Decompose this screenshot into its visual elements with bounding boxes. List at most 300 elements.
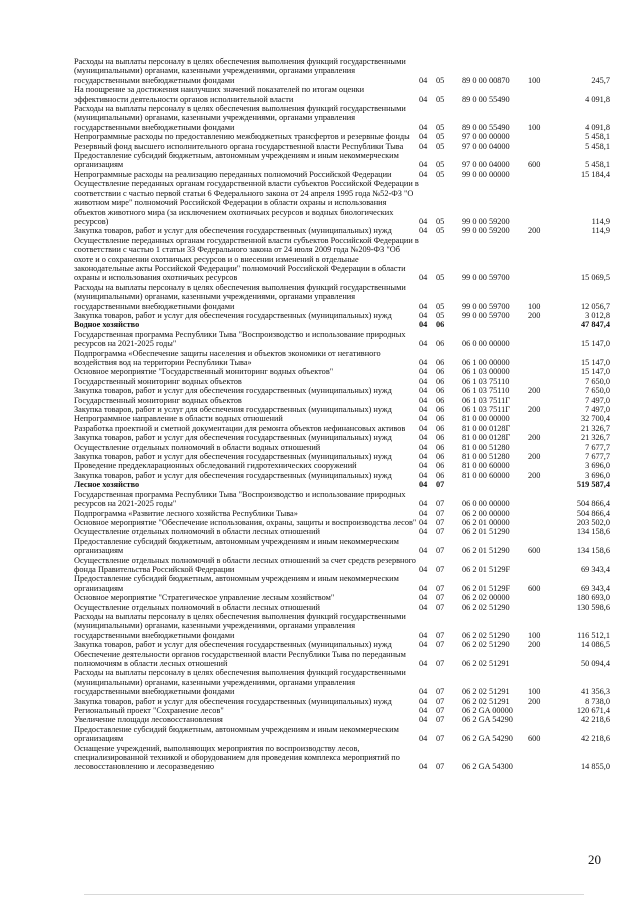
row-expense-type xyxy=(528,236,566,283)
row-amount: 116 512,1 xyxy=(577,630,610,640)
row-section: 04 xyxy=(419,546,428,556)
row-name: Лесное хозяйство xyxy=(74,480,140,490)
row-name: Государственный мониторинг водных объектов xyxy=(74,376,242,386)
row-amount: 180 693,0 xyxy=(576,593,610,603)
row-amount: 7 677,7 xyxy=(585,452,610,462)
budget-table-body xyxy=(74,57,610,772)
row-name: Осуществление отдельных полномочий в области лесных отношений xyxy=(74,527,320,537)
row-section: 04 xyxy=(419,687,428,697)
row-name: Подпрограмма «Развитие лесного хозяйства Республики Тыва» xyxy=(74,508,298,518)
row-subsection: 07 xyxy=(436,602,445,612)
row-amount: 15 147,0 xyxy=(580,367,610,377)
row-target-article: 06 2 01 5129F xyxy=(462,564,511,574)
row-name: Закупка товаров, работ и услуг для обеспечения государственных (муниципальных) нужд xyxy=(74,452,392,462)
row-section: 04 xyxy=(419,122,428,132)
row-subsection: 07 xyxy=(436,527,445,537)
row-section: 04 xyxy=(419,527,428,537)
row-section: 04 xyxy=(419,461,428,471)
row-amount: 15 147,0 xyxy=(580,339,610,349)
row-amount: 519 587,4 xyxy=(576,480,610,490)
row-name: Закупка товаров, работ и услуг для обеспечения государственных (муниципальных) нужд xyxy=(74,696,392,706)
row-name: Осуществление отдельных полномочий в области водных отношений xyxy=(74,442,321,452)
table-row xyxy=(74,706,610,715)
row-name: Разработка проектной и сметной документации для ремонта объектов нефинансовых активов xyxy=(74,423,406,433)
row-expense-type: 200 xyxy=(528,452,541,462)
row-section: 04 xyxy=(419,358,428,367)
row-amount: 50 094,4 xyxy=(580,659,610,668)
row-section: 04 xyxy=(419,339,428,349)
row-name: Предоставление субсидий бюджетным, автономным учреждениям и иным некоммерческим организациям xyxy=(74,724,399,744)
row-expense-type xyxy=(528,593,566,602)
row-name: Предоставление субсидий бюджетным, автономным учреждениям и иным некоммерческим организациям xyxy=(74,574,399,593)
row-subsection: 06 xyxy=(436,470,445,480)
table-row xyxy=(74,518,610,527)
scan-edge-line xyxy=(84,894,584,895)
row-subsection: 06 xyxy=(436,386,445,396)
row-amount: 42 218,6 xyxy=(580,715,610,725)
row-expense-type xyxy=(528,509,566,518)
row-target-article: 89 0 00 55490 xyxy=(462,122,510,132)
row-expense-type xyxy=(528,367,566,376)
row-amount: 3 696,0 xyxy=(585,461,610,471)
table-row xyxy=(74,612,610,640)
row-name: Государственный мониторинг водных объектов xyxy=(74,395,242,405)
row-name: Расходы на выплаты персоналу в целях обеспечения выполнения функций государственными (муниципальными) органами, казенными учреждениями, органами управления государственными внебюджетными фондами xyxy=(74,57,406,85)
row-subsection: 07 xyxy=(436,734,445,744)
table-row xyxy=(74,349,610,368)
row-expense-type xyxy=(528,85,566,104)
page-number: 20 xyxy=(588,852,601,867)
row-target-article: 06 2 GA 54290 xyxy=(462,715,513,725)
row-expense-type xyxy=(528,461,566,470)
row-subsection: 06 xyxy=(436,461,445,471)
row-expense-type xyxy=(528,142,566,151)
table-row xyxy=(74,574,610,593)
row-section: 04 xyxy=(419,630,428,640)
row-expense-type xyxy=(528,320,566,329)
row-target-article: 99 0 00 59200 xyxy=(462,216,510,226)
row-section: 04 xyxy=(419,442,428,452)
row-amount: 15 069,5 xyxy=(580,273,610,283)
row-name: Закупка товаров, работ и услуг для обеспечения государственных (муниципальных) нужд xyxy=(74,640,392,650)
row-amount: 114,9 xyxy=(591,226,610,236)
row-subsection: 07 xyxy=(436,706,445,716)
row-name: Осуществление переданных органам государственной власти субъектов Российской Федерации в соответствии с частью 1 статьи 33 Федерального закона от 24 июля 2009 года №209-ФЗ "Об охоте и о сохранении охотничьих ресурсов и о внесении изменений в отдельные законодательные акты Российской Федерации" полномочий Российской Федерации в области охраны и использования охотничьих ресурсов xyxy=(74,235,419,283)
row-expense-type xyxy=(528,480,566,489)
row-target-article: 06 2 01 51290 xyxy=(462,527,510,537)
row-name: Расходы на выплаты персоналу в целях обеспечения выполнения функций государственными (муниципальными) органами, казенными учреждениями, органами управления государственными внебюджетными фондами xyxy=(74,611,406,640)
row-section: 04 xyxy=(419,706,428,716)
table-row xyxy=(74,725,610,744)
row-section: 04 xyxy=(419,310,428,320)
table-row xyxy=(74,104,610,132)
row-name: Оснащение учреждений, выполняющих мероприятия по воспроизводству лесов, специализированной техникой и оборудованием для проведения комплекса мероприятий по лесовосстановлению и лесоразведению xyxy=(74,743,400,772)
row-name: Увеличение площади лесовосстановления xyxy=(74,715,223,725)
row-target-article: 97 0 00 00000 xyxy=(462,132,510,142)
row-target-article: 06 2 02 51290 xyxy=(462,602,510,612)
table-row xyxy=(74,236,610,283)
row-expense-type xyxy=(528,527,566,536)
row-name: Непрограммное направление в области водных отношений xyxy=(74,414,283,424)
row-name: Расходы на выплаты персоналу в целях обеспечения выполнения функций государственными (муниципальными) органами, казенными учреждениями, органами управления государственными внебюджетными фондами xyxy=(74,282,406,311)
row-section: 04 xyxy=(419,583,428,593)
table-row xyxy=(74,226,610,235)
row-expense-type: 200 xyxy=(528,696,541,706)
row-target-article: 06 2 01 5129F xyxy=(462,583,511,593)
row-subsection: 05 xyxy=(436,160,445,170)
row-expense-type xyxy=(528,744,566,772)
row-section: 04 xyxy=(419,517,428,527)
row-target-article: 81 0 00 51280 xyxy=(462,442,510,452)
table-row xyxy=(74,593,610,602)
row-expense-type xyxy=(528,556,566,575)
row-target-article: 06 1 03 7511Г xyxy=(462,395,511,405)
row-amount: 14 086,5 xyxy=(580,640,610,650)
row-name: На поощрение за достижения наилучших значений показателей по итогам оценки эффективности деятельности органов исполнительной власти xyxy=(74,85,365,104)
row-name: Подпрограмма «Обеспечение защиты населения и объектов экономики от негативного воздействия вод на территории Республики Тыва» xyxy=(74,348,381,367)
row-name: Осуществление отдельных полномочий в области лесных отношений xyxy=(74,602,320,612)
row-name: Обеспечение деятельности органов государственной власти Республики Тыва по переданным полномочиям в области лесных отношений xyxy=(74,649,406,668)
row-expense-type xyxy=(528,518,566,527)
row-target-article: 06 2 GA 00000 xyxy=(462,706,513,716)
table-row xyxy=(74,461,610,470)
row-name: Основное мероприятие "Государственный мониторинг водных объектов" xyxy=(74,367,334,377)
row-name: Закупка товаров, работ и услуг для обеспечения государственных (муниципальных) нужд xyxy=(74,433,392,443)
row-expense-type xyxy=(528,650,566,669)
row-expense-type: 600 xyxy=(528,734,541,744)
row-expense-type xyxy=(528,330,566,349)
table-row xyxy=(74,377,610,386)
row-target-article: 99 0 00 59700 xyxy=(462,301,510,311)
row-subsection: 05 xyxy=(436,169,445,179)
row-amount: 32 700,4 xyxy=(580,414,610,424)
row-amount: 4 091,8 xyxy=(585,94,610,104)
row-subsection: 07 xyxy=(436,630,445,640)
row-target-article: 99 0 00 59200 xyxy=(462,226,510,236)
table-row xyxy=(74,414,610,423)
row-section: 04 xyxy=(419,376,428,386)
table-row xyxy=(74,490,610,509)
row-expense-type xyxy=(528,424,566,433)
row-section: 04 xyxy=(419,480,428,490)
row-expense-type: 100 xyxy=(528,630,541,640)
row-amount: 8 738,0 xyxy=(585,696,610,706)
table-row xyxy=(74,283,610,311)
row-section: 04 xyxy=(419,659,428,668)
row-name: Государственная программа Республики Тыва "Воспроизводство и использование природных ресурсов на 2021-2025 годы" xyxy=(74,329,406,349)
row-subsection: 07 xyxy=(436,593,445,603)
row-expense-type: 600 xyxy=(528,160,541,170)
row-expense-type: 200 xyxy=(528,310,541,320)
row-amount: 15 184,4 xyxy=(580,169,610,179)
row-section: 04 xyxy=(419,273,428,283)
row-amount: 504 866,4 xyxy=(576,508,610,518)
row-name: Водное хозяйство xyxy=(74,320,140,330)
row-subsection: 07 xyxy=(436,715,445,725)
row-target-article: 06 2 02 00000 xyxy=(462,593,510,603)
table-row xyxy=(74,452,610,461)
row-amount: 134 158,6 xyxy=(576,546,610,556)
row-section: 04 xyxy=(419,433,428,443)
table-row xyxy=(74,650,610,669)
row-target-article: 06 1 03 75110 xyxy=(462,376,510,386)
row-section: 04 xyxy=(419,75,428,85)
row-target-article: 99 0 00 59700 xyxy=(462,310,510,320)
row-expense-type: 100 xyxy=(528,687,541,697)
table-row xyxy=(74,433,610,442)
row-name: Основное мероприятие "Стратегическое управление лесным хозяйством" xyxy=(74,593,335,603)
row-name: Расходы на выплаты персоналу в целях обеспечения выполнения функций государственными (муниципальными) органами, казенными учреждениями, органами управления государственными внебюджетными фондами xyxy=(74,104,406,132)
table-row xyxy=(74,556,610,575)
row-section: 04 xyxy=(419,367,428,377)
row-subsection: 05 xyxy=(436,273,445,283)
row-expense-type xyxy=(528,715,566,724)
row-target-article: 97 0 00 04000 xyxy=(462,141,510,151)
table-row xyxy=(74,179,610,226)
row-subsection: 07 xyxy=(436,546,445,556)
row-amount: 12 056,7 xyxy=(580,301,610,311)
row-name: Осуществление отдельных полномочий в области лесных отношений за счет средств резервного фонда Правительства Российской Федерации xyxy=(74,555,416,574)
row-target-article: 89 0 00 00870 xyxy=(462,75,510,85)
row-target-article: 06 0 00 00000 xyxy=(462,499,510,509)
row-section: 04 xyxy=(419,423,428,433)
row-amount: 130 598,6 xyxy=(576,602,610,612)
row-expense-type: 200 xyxy=(528,433,541,443)
row-target-article: 89 0 00 55490 xyxy=(462,94,510,104)
row-section: 04 xyxy=(419,160,428,170)
row-section: 04 xyxy=(419,132,428,142)
row-section: 04 xyxy=(419,696,428,706)
row-target-article: 81 0 00 0128Г xyxy=(462,423,511,433)
row-amount: 7 650,0 xyxy=(585,376,610,386)
row-target-article: 06 1 03 00000 xyxy=(462,367,510,377)
row-subsection: 06 xyxy=(436,320,445,330)
row-subsection: 06 xyxy=(436,433,445,443)
row-expense-type: 200 xyxy=(528,386,541,396)
row-subsection: 06 xyxy=(436,442,445,452)
row-amount: 69 343,4 xyxy=(580,583,610,593)
row-subsection: 07 xyxy=(436,687,445,697)
row-expense-type xyxy=(528,179,566,226)
row-target-article: 06 2 02 51290 xyxy=(462,640,510,650)
row-section: 04 xyxy=(419,734,428,744)
table-row xyxy=(74,85,610,104)
table-row xyxy=(74,424,610,433)
row-target-article: 81 0 00 60000 xyxy=(462,470,510,480)
row-subsection: 07 xyxy=(436,480,445,490)
row-subsection: 07 xyxy=(436,508,445,518)
table-row xyxy=(74,396,610,405)
row-section: 04 xyxy=(419,602,428,612)
row-target-article xyxy=(462,480,528,489)
row-expense-type xyxy=(528,414,566,423)
row-name: Предоставление субсидий бюджетным, автономным учреждениям и иным некоммерческим организациям xyxy=(74,151,399,170)
row-section: 04 xyxy=(419,320,428,330)
row-expense-type: 200 xyxy=(528,226,541,236)
row-expense-type: 100 xyxy=(528,301,541,311)
row-target-article: 06 1 03 7511Г xyxy=(462,405,511,415)
table-row xyxy=(74,311,610,320)
table-row xyxy=(74,405,610,414)
row-name: Закупка товаров, работ и услуг для обеспечения государственных (муниципальных) нужд xyxy=(74,386,392,396)
row-section: 04 xyxy=(419,141,428,151)
row-expense-type: 200 xyxy=(528,640,541,650)
row-subsection: 06 xyxy=(436,339,445,349)
row-subsection: 06 xyxy=(436,367,445,377)
row-amount: 3 012,8 xyxy=(585,310,610,320)
table-row xyxy=(74,471,610,480)
row-amount: 7 497,0 xyxy=(585,405,610,415)
row-amount: 15 147,0 xyxy=(580,358,610,367)
row-name: Непрограммные расходы по предоставлению межбюджетных трансфертов и резервные фонды xyxy=(74,132,410,142)
row-target-article: 06 2 00 00000 xyxy=(462,508,510,518)
row-section: 04 xyxy=(419,169,428,179)
table-row xyxy=(74,480,610,489)
row-amount: 3 696,0 xyxy=(585,470,610,480)
row-section: 04 xyxy=(419,405,428,415)
row-subsection: 07 xyxy=(436,659,445,668)
row-name: Региональный проект "Сохранение лесов" xyxy=(74,706,224,716)
row-name: Закупка товаров, работ и услуг для обеспечения государственных (муниципальных) нужд xyxy=(74,405,392,415)
table-row xyxy=(74,386,610,395)
row-target-article: 06 2 02 51291 xyxy=(462,696,510,706)
row-subsection: 07 xyxy=(436,517,445,527)
row-amount: 41 356,3 xyxy=(580,687,610,697)
table-row xyxy=(74,668,610,696)
row-expense-type: 200 xyxy=(528,470,541,480)
budget-table xyxy=(74,57,610,772)
row-amount: 4 091,8 xyxy=(585,122,610,132)
table-row xyxy=(74,697,610,706)
row-name: Проведение преддекларационных обследований гидротехнических сооружений xyxy=(74,461,357,471)
row-subsection: 05 xyxy=(436,310,445,320)
row-name: Резервный фонд высшего исполнительного органа государственной власти Республики Тыва xyxy=(74,141,404,151)
row-expense-type xyxy=(528,132,566,141)
table-row xyxy=(74,151,610,170)
row-subsection: 06 xyxy=(436,395,445,405)
row-section: 04 xyxy=(419,715,428,725)
row-name: Закупка товаров, работ и услуг для обеспечения государственных (муниципальных) нужд xyxy=(74,226,392,236)
row-expense-type xyxy=(528,706,566,715)
row-amount: 504 866,4 xyxy=(576,499,610,509)
row-subsection: 05 xyxy=(436,301,445,311)
row-subsection: 05 xyxy=(436,226,445,236)
row-section: 04 xyxy=(419,452,428,462)
row-amount: 14 855,0 xyxy=(580,762,610,772)
table-row xyxy=(74,715,610,724)
row-expense-type xyxy=(528,170,566,179)
table-row xyxy=(74,443,610,452)
row-target-article: 06 2 01 00000 xyxy=(462,517,510,527)
row-name: Закупка товаров, работ и услуг для обеспечения государственных (муниципальных) нужд xyxy=(74,470,392,480)
row-target-article: 06 2 GA 54290 xyxy=(462,734,513,744)
table-row xyxy=(74,603,610,612)
row-section: 04 xyxy=(419,94,428,104)
row-amount: 5 458,1 xyxy=(585,141,610,151)
row-section: 04 xyxy=(419,593,428,603)
row-amount: 69 343,4 xyxy=(580,564,610,574)
row-subsection: 05 xyxy=(436,94,445,104)
row-subsection: 05 xyxy=(436,216,445,226)
row-section: 04 xyxy=(419,386,428,396)
row-amount: 21 326,7 xyxy=(580,423,610,433)
row-section: 04 xyxy=(419,395,428,405)
row-subsection: 06 xyxy=(436,358,445,367)
row-target-article: 81 0 00 51280 xyxy=(462,452,510,462)
row-target-article: 81 0 00 60000 xyxy=(462,461,510,471)
row-target-article: 81 0 00 00000 xyxy=(462,414,510,424)
row-section: 04 xyxy=(419,301,428,311)
row-expense-type: 600 xyxy=(528,546,541,556)
row-name: Осуществление переданных органам государственной власти субъектов Российской Федерации в соответствии с частью первой статьи 6 Федерального закона от 24 апреля 1995 года №52-ФЗ "О животном мире" полномочий Российской Федерации в области охраны и использования объектов животного мира (за исключением охотничьих ресурсов и водных биологических ресурсов) xyxy=(74,179,419,226)
row-amount: 5 458,1 xyxy=(585,160,610,170)
table-row xyxy=(74,330,610,349)
row-expense-type xyxy=(528,490,566,509)
row-expense-type xyxy=(528,603,566,612)
row-target-article: 06 1 00 00000 xyxy=(462,358,510,367)
row-subsection: 05 xyxy=(436,122,445,132)
row-target-article: 06 2 02 51291 xyxy=(462,687,510,697)
row-subsection: 05 xyxy=(436,75,445,85)
row-amount: 120 671,4 xyxy=(576,706,610,716)
row-amount: 203 502,0 xyxy=(576,517,610,527)
row-amount: 245,7 xyxy=(591,75,610,85)
row-subsection: 07 xyxy=(436,762,445,772)
row-subsection: 07 xyxy=(436,696,445,706)
row-name: Закупка товаров, работ и услуг для обеспечения государственных (муниципальных) нужд xyxy=(74,310,392,320)
row-amount: 21 326,7 xyxy=(580,433,610,443)
row-name: Основное мероприятие "Обеспечение использования, охраны, защиты и воспроизводства лесов" xyxy=(74,517,417,527)
table-row xyxy=(74,367,610,376)
table-row xyxy=(74,320,610,329)
row-target-article: 06 2 01 51290 xyxy=(462,546,510,556)
row-subsection: 06 xyxy=(436,405,445,415)
row-subsection: 05 xyxy=(436,141,445,151)
row-target-article: 99 0 00 00000 xyxy=(462,169,510,179)
row-expense-type xyxy=(528,443,566,452)
row-expense-type xyxy=(528,377,566,386)
row-section: 04 xyxy=(419,762,428,772)
row-amount: 7 677,7 xyxy=(585,442,610,452)
table-row xyxy=(74,509,610,518)
row-target-article: 06 0 00 00000 xyxy=(462,339,510,349)
row-name: Предоставление субсидий бюджетным, автономным учреждениям и иным некоммерческим организациям xyxy=(74,536,399,556)
row-amount: 114,9 xyxy=(591,216,610,226)
row-target-article: 06 2 02 51290 xyxy=(462,630,510,640)
row-name: Расходы на выплаты персоналу в целях обеспечения выполнения функций государственными (муниципальными) органами, казенными учреждениями, органами управления государственными внебюджетными фондами xyxy=(74,668,406,697)
row-subsection: 07 xyxy=(436,499,445,509)
row-target-article: 99 0 00 59700 xyxy=(462,273,510,283)
row-section: 04 xyxy=(419,508,428,518)
row-subsection: 06 xyxy=(436,376,445,386)
row-expense-type: 100 xyxy=(528,122,541,132)
row-section: 04 xyxy=(419,226,428,236)
row-target-article: 81 0 00 0128Г xyxy=(462,433,511,443)
table-row xyxy=(74,537,610,556)
row-section: 04 xyxy=(419,499,428,509)
row-section: 04 xyxy=(419,216,428,226)
row-target-article: 97 0 00 04000 xyxy=(462,160,510,170)
table-row xyxy=(74,170,610,179)
table-row xyxy=(74,132,610,141)
table-row xyxy=(74,640,610,649)
row-section: 04 xyxy=(419,470,428,480)
row-amount: 134 158,6 xyxy=(576,527,610,537)
row-target-article: 06 2 02 51291 xyxy=(462,659,510,668)
row-amount: 5 458,1 xyxy=(585,132,610,142)
row-subsection: 07 xyxy=(436,640,445,650)
row-section: 04 xyxy=(419,414,428,424)
